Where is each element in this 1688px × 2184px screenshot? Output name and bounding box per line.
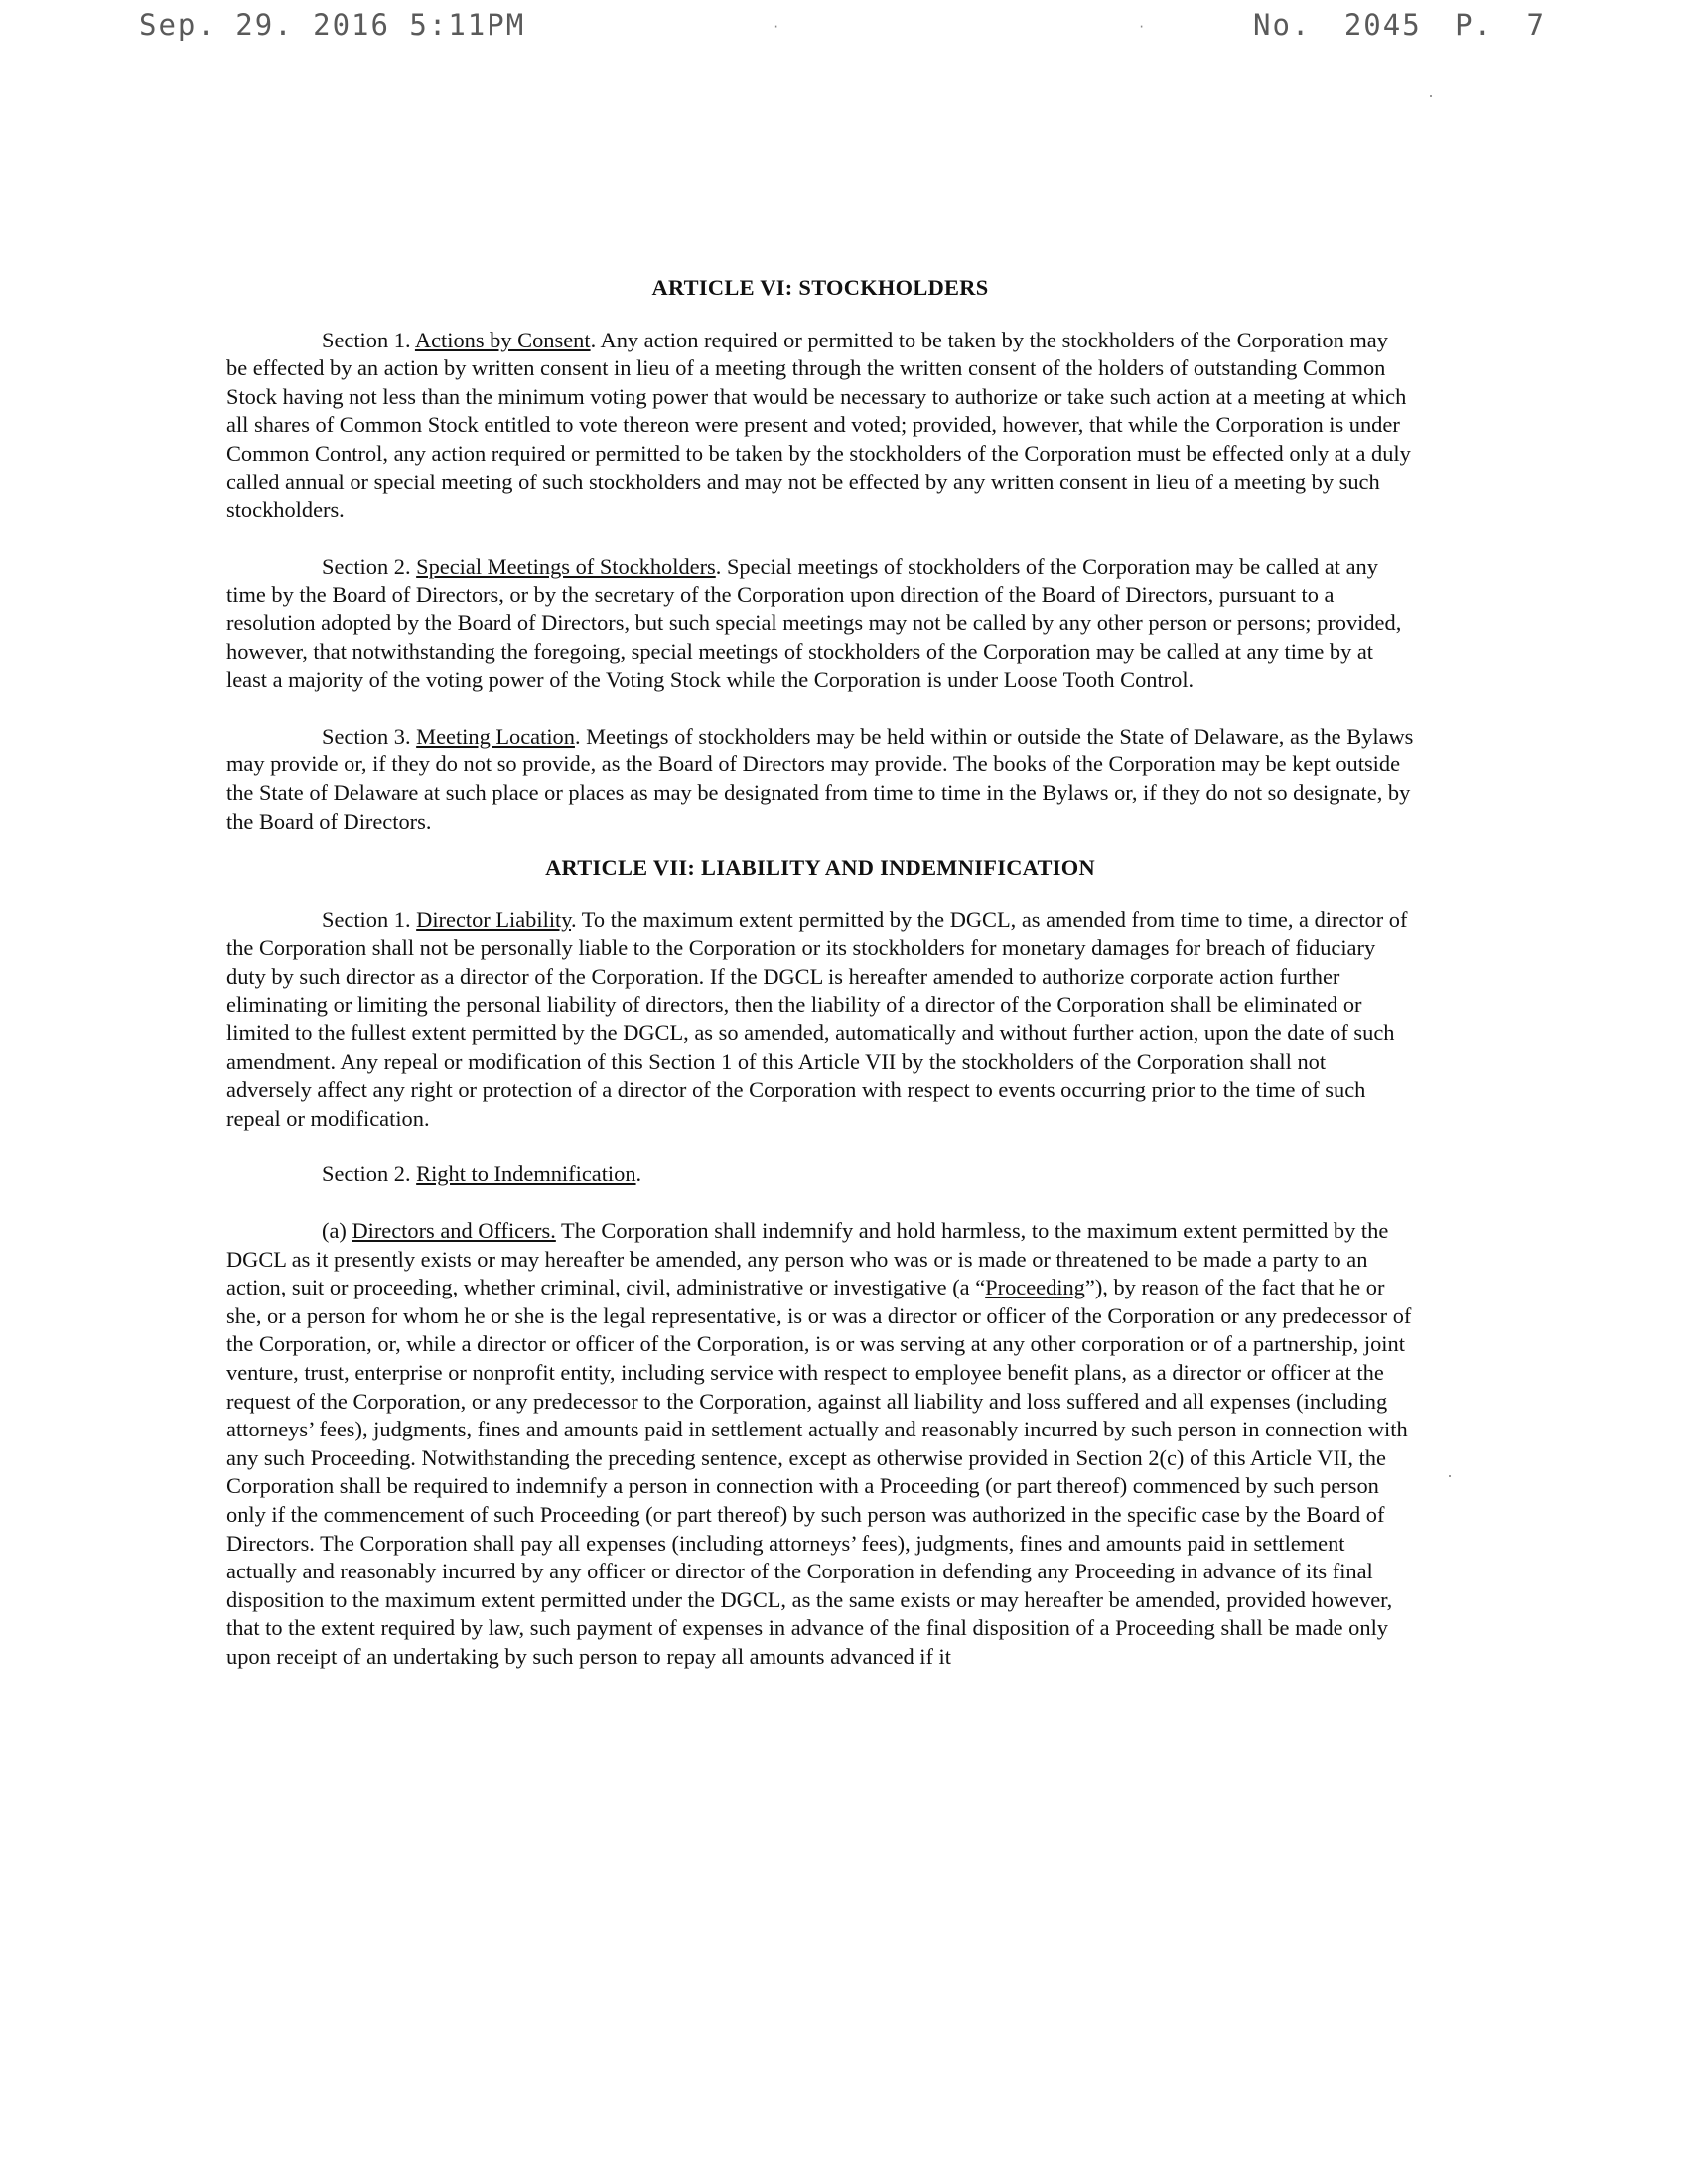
section-heading: Director Liability <box>416 906 572 932</box>
article-vi-section-1 <box>226 327 1414 525</box>
article-vi-section-2 <box>226 553 1414 695</box>
section-text: . Special meetings of stockholders of the Corporation may be called at any time by the Board of Directors, or by the secretary of the Corporation upon direction of the Board of Directors, pursuant to a resolution adopted by the Board of Directors, but such special meetings may not be called by any other person or persons; provided, however, that notwithstanding the foregoing, special meetings of stockholders of the Corporation may be called at any time by at least a majority of the voting power of the Voting Stock while the Corporation is under Loose Tooth Control. <box>226 553 1402 693</box>
article-vi-section-3 <box>226 723 1414 836</box>
subsection-heading: Directors and Officers. <box>352 1218 556 1244</box>
section-label: Section 1. <box>322 327 415 352</box>
section-label: Section 1. <box>322 906 417 932</box>
section-label: Section 2. <box>322 553 417 579</box>
section-suffix: . <box>635 1161 642 1187</box>
fax-header <box>0 0 1688 60</box>
subsection-text: The Corporation shall indemnify and hold harmless, to the maximum extent permitted by the DGCL as it presently exists or may hereafter be amended, any person who was or is made or threatened to be made a party to an action, suit or proceeding, whether criminal, civil, administrative or investigative (a “ <box>226 1218 1389 1300</box>
subsection-label: (a) <box>322 1218 352 1244</box>
section-label: Section 3. <box>322 723 417 749</box>
subsection-text: ”), by reason of the fact that he or she, or a person for whom he or she is the legal representative, is or was a director or officer of the Corporation or any predecessor of the Corporation, or, while a director or officer of the Corporation, is or was serving at any other corporation or of a partnership, joint venture, trust, enterprise or nonprofit entity, including service with respect to employee benefit plans, as a director or officer at the request of the Corporation, or any predecessor to the Corporation, against all liability and loss suffered and all expenses (including attorneys’ fees), judgments, fines and amounts paid in settlement actually and reasonably incurred by such person in connection with any such Proceeding. Notwithstanding the preceding sentence, except as otherwise provided in Section 2(c) of this Article VII, the Corporation shall be required to indemnify a person in connection with a Proceeding (or part thereof) commenced by such person only if the commencement of such Proceeding (or part thereof) by such person was authorized in the specific case by the Board of Directors. The Corporation shall pay all expenses (including attorneys’ fees), judgments, fines and amounts paid in settlement actually and reasonably incurred by any officer or director of the Corporation in defending any Proceeding in advance of its final disposition to the maximum extent permitted under the DGCL, as the same exists or may hereafter be amended, provided however, that to the extent required by law, such payment of expenses in advance of the final disposition of a Proceeding shall be made only upon receipt of an undertaking by such person to repay all amounts advanced if it <box>226 1275 1412 1669</box>
fax-mark: · <box>773 20 782 34</box>
article-vii-section-2a <box>226 1217 1414 1672</box>
section-heading: Right to Indemnification <box>416 1161 636 1187</box>
fax-mark: · <box>1138 20 1148 34</box>
section-text: . Any action required or permitted to be taken by the stockholders of the Corporation may be effected by an action by written consent in lieu of a meeting through the written consent of the holders of outstanding Common Stock having not less than the minimum voting power that would be necessary to authorize or take such action at a meeting at which all shares of Common Stock entitled to vote thereon were present and voted; provided, however, that while the Corporation is under Common Control, any action required or permitted to be taken by the stockholders of the Corporation must be effected only at a duly called annual or special meeting of such stockholders and may not be effected by any written consent in lieu of a meeting by such stockholders. <box>226 327 1411 523</box>
article-vii-section-2 <box>226 1160 1414 1189</box>
article-vi-heading: ARTICLE VI: STOCKHOLDERS <box>651 275 989 300</box>
section-text: . To the maximum extent permitted by the DGCL, as amended from time to time, a director of the Corporation shall not be personally liable to the Corporation or its stockholders for monetary damages for breach of fiduciary duty by such director as a director of the Corporation. If the DGCL is hereafter amended to authorize corporate action further eliminating or limiting the personal liability of directors, then the liability of a director of the Corporation shall be eliminated or limited to the fullest extent permitted by the DGCL, as so amended, automatically and without further action, upon the date of such amendment. Any repeal or modification of this Section 1 of this Article VII by the stockholders of the Corporation shall not adversely affect any right or protection of a director of the Corporation with respect to events occurring prior to the time of such repeal or modification. <box>226 906 1408 1131</box>
section-heading: Actions by Consent <box>414 327 591 352</box>
section-label: Section 2. <box>322 1161 417 1187</box>
section-heading: Meeting Location <box>416 723 575 749</box>
article-vii-section-1 <box>226 906 1414 1134</box>
article-vii-heading: ARTICLE VII: LIABILITY AND INDEMNIFICATION <box>545 855 1095 881</box>
document-body <box>226 274 1414 1700</box>
fax-doc-number: No. 2045 <box>1253 8 1422 42</box>
defined-term: Proceeding <box>985 1275 1085 1300</box>
scan-speck <box>1449 1475 1451 1477</box>
section-heading: Special Meetings of Stockholders <box>416 553 716 579</box>
fax-page-number: P. 7 <box>1455 8 1546 42</box>
fax-date-time: Sep. 29. 2016 5:11PM <box>139 8 526 42</box>
scan-speck <box>1430 95 1432 97</box>
fax-doc-page <box>1253 8 1546 42</box>
section-text: . Meetings of stockholders may be held within or outside the State of Delaware, as the Bylaws may provide or, if they do not so provide, as the Board of Directors may provide. The books of the Corporation may be kept outside the State of Delaware at such place or places as may be designated from time to time in the Bylaws or, if they do not so designate, by the Board of Directors. <box>226 723 1414 834</box>
